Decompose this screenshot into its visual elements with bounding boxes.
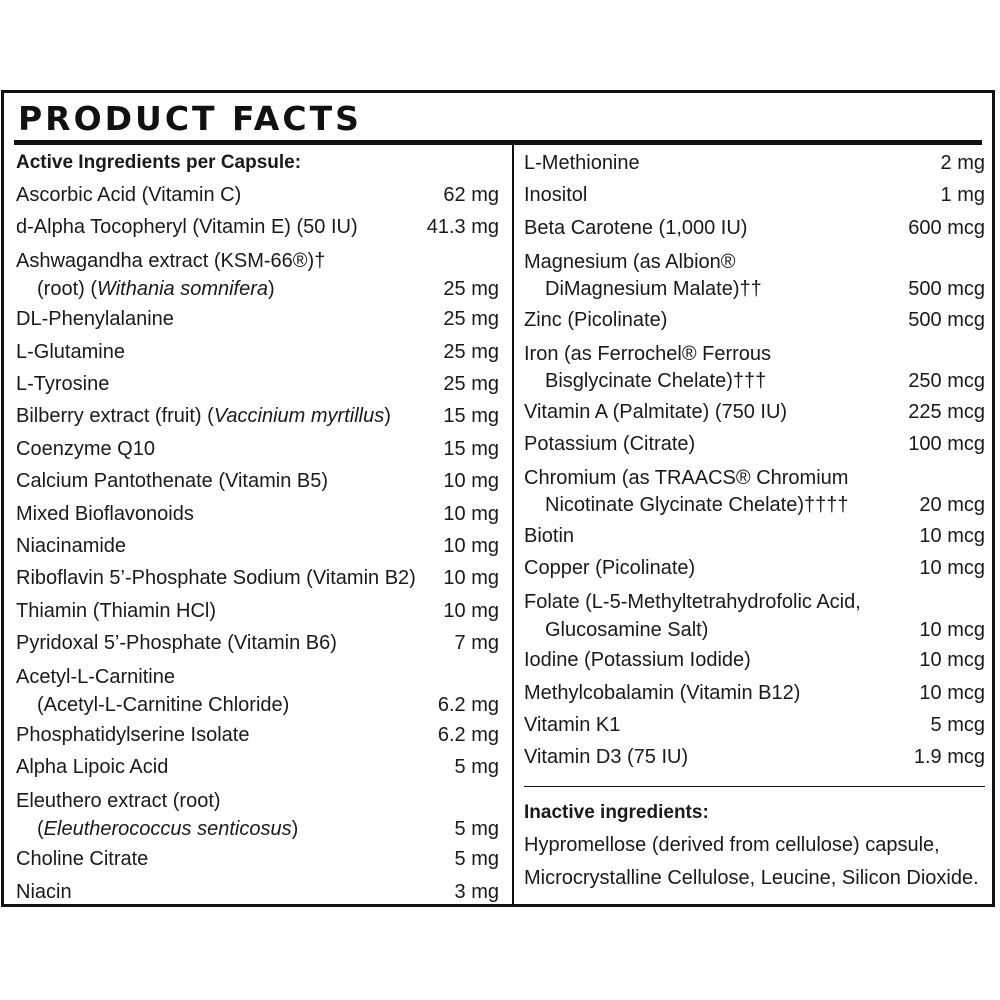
ingredient-name — [524, 589, 861, 644]
ingredient-amount: 2 mg — [940, 151, 985, 174]
ingredient-name: L-Glutamine — [16, 340, 125, 363]
ingredient-row — [16, 465, 499, 497]
ingredient-name: Alpha Lipoic Acid — [16, 756, 169, 779]
ingredient-name-line1: Chromium (as TRAACS® Chromium — [524, 466, 849, 489]
ingredient-name-line1: Magnesium (as Albion® — [524, 250, 736, 273]
ingredient-name-line2: Glucosamine Salt) — [545, 618, 709, 641]
ingredient-amount: 1 mg — [940, 184, 985, 207]
ingredient-amount: 25 mg — [443, 340, 499, 363]
ingredient-name: L-Tyrosine — [16, 373, 110, 396]
ingredient-row — [16, 530, 499, 562]
ingredient-amount: 25 mg — [443, 277, 499, 300]
ingredient-name: Mixed Bioflavonoids — [16, 502, 194, 525]
ingredient-amount: 41.3 mg — [426, 216, 499, 239]
ingredient-name — [524, 341, 771, 396]
title-rule — [14, 140, 982, 145]
name-part: Bilberry extract (fruit) ( — [16, 405, 214, 428]
ingredient-amount: 10 mcg — [919, 649, 985, 672]
ingredient-amount: 6.2 mg — [437, 724, 499, 747]
ingredient-name-line2: Nicotinate Glycinate Chelate)†††† — [545, 494, 849, 517]
ingredient-row — [524, 677, 985, 709]
ingredient-amount: 5 mg — [454, 817, 499, 840]
ingredient-amount: 10 mg — [443, 535, 499, 557]
latin-name: Eleutherococcus senticosus — [43, 817, 292, 840]
ingredient-row — [524, 644, 985, 676]
ingredient-amount: 10 mg — [443, 599, 499, 622]
name-part: ) — [384, 405, 391, 428]
ingredient-name: d-Alpha Tocopheryl (Vitamin E) (50 IU) — [16, 216, 358, 239]
ingredient-name: Coenzyme Q10 — [16, 437, 155, 460]
ingredient-name: Calcium Pantothenate (Vitamin B5) — [16, 470, 329, 493]
ingredient-name: DL-Phenylalanine — [16, 308, 174, 331]
ingredient-name: Riboflavin 5’-Phosphate Sodium (Vitamin B2) — [16, 567, 416, 590]
ingredient-name: Phosphatidylserine Isolate — [16, 724, 250, 747]
ingredient-row — [524, 147, 985, 179]
ingredient-amount: 15 mg — [443, 437, 499, 460]
ingredient-amount: 1.9 mcg — [913, 746, 985, 769]
ingredient-name-line2: (Acetyl-L-Carnitine Chloride) — [37, 693, 290, 716]
ingredient-name-line1: Folate (L-5-Methyltetrahydrofolic Acid, — [524, 591, 861, 614]
ingredient-amount: 5 mcg — [930, 713, 985, 736]
ingredient-amount: 250 mcg — [908, 370, 985, 393]
inactive-section-rule — [524, 786, 985, 788]
ingredient-row — [524, 179, 985, 211]
ingredient-amount: 10 mg — [443, 470, 499, 493]
ingredient-name: Inositol — [524, 184, 588, 207]
ingredient-name-line2 — [16, 818, 298, 840]
ingredient-name: Methylcobalamin (Vitamin B12) — [524, 681, 801, 704]
ingredient-row — [16, 660, 499, 720]
ingredient-row — [524, 428, 985, 460]
ingredient-amount: 6.2 mg — [437, 693, 499, 716]
ingredient-row — [16, 498, 499, 530]
inactive-ingredients-header: Inactive ingredients: — [524, 802, 709, 824]
ingredient-name: Zinc (Picolinate) — [524, 308, 668, 331]
ingredient-row — [524, 244, 985, 304]
ingredient-name: Vitamin A (Palmitate) (750 IU) — [524, 400, 788, 423]
ingredient-row — [16, 179, 499, 211]
ingredient-name-line2: DiMagnesium Malate)†† — [545, 278, 762, 301]
ingredient-amount: 3 mg — [454, 880, 499, 903]
ingredient-amount: 10 mcg — [919, 557, 985, 580]
ingredient-amount: 10 mcg — [919, 524, 985, 547]
ingredient-name-line2: Bisglycinate Chelate)††† — [545, 370, 767, 393]
ingredient-name — [16, 248, 325, 303]
ingredient-amount: 25 mg — [443, 373, 499, 396]
ingredient-row — [16, 843, 499, 875]
ingredient-amount: 5 mg — [454, 848, 499, 871]
ingredient-row — [16, 433, 499, 465]
left-column — [16, 147, 499, 908]
ingredient-row — [524, 520, 985, 552]
ingredient-amount: 10 mcg — [919, 681, 985, 704]
right-column — [524, 147, 985, 894]
ingredient-amount: 7 mg — [454, 632, 499, 655]
ingredient-row — [524, 460, 985, 520]
ingredient-name — [16, 664, 289, 719]
ingredient-row — [524, 212, 985, 244]
ingredient-name: Vitamin D3 (75 IU) — [524, 746, 689, 769]
ingredient-row — [524, 304, 985, 336]
ingredient-row — [16, 719, 499, 751]
ingredient-amount: 225 mcg — [908, 400, 985, 423]
ingredient-amount: 20 mcg — [919, 494, 985, 517]
name-part: ) — [291, 817, 299, 840]
ingredient-row — [524, 585, 985, 645]
ingredient-name: Beta Carotene (1,000 IU) — [524, 216, 748, 239]
ingredient-row — [524, 396, 985, 428]
latin-name: Withania somnifera — [97, 277, 269, 300]
ingredient-name: Copper (Picolinate) — [524, 557, 696, 580]
ingredient-row — [16, 595, 499, 627]
ingredient-amount: 500 mcg — [908, 278, 985, 301]
ingredient-row — [16, 303, 499, 335]
ingredient-row — [524, 709, 985, 741]
ingredient-name — [16, 788, 298, 843]
ingredient-name — [524, 465, 849, 520]
ingredient-amount: 10 mcg — [919, 618, 985, 641]
ingredient-amount: 62 mg — [443, 183, 499, 206]
ingredient-row — [16, 368, 499, 400]
ingredient-name-line1: Iron (as Ferrochel® Ferrous — [524, 342, 772, 365]
ingredient-row — [16, 784, 499, 844]
ingredient-name: Choline Citrate — [16, 848, 149, 871]
ingredient-row — [16, 627, 499, 659]
inactive-ingredients-line: Microcrystalline Cellulose, Leucine, Silicon Dioxide. — [524, 866, 979, 889]
ingredient-amount: 25 mg — [443, 308, 499, 331]
ingredient-row — [16, 562, 499, 594]
ingredient-name: Pyridoxal 5’-Phosphate (Vitamin B6) — [16, 632, 337, 655]
ingredient-row — [16, 336, 499, 368]
ingredient-amount: 15 mg — [443, 405, 499, 428]
ingredient-amount: 10 mg — [443, 567, 499, 590]
ingredient-name — [16, 400, 391, 432]
ingredient-name-line1: Ashwagandha extract (KSM-66®)† — [16, 250, 326, 273]
ingredient-name: Ascorbic Acid (Vitamin C) — [16, 183, 242, 206]
active-ingredients-header: Active Ingredients per Capsule: — [16, 152, 302, 173]
ingredient-amount: 5 mg — [454, 756, 499, 779]
ingredient-amount: 100 mcg — [908, 432, 985, 455]
ingredient-name: Potassium (Citrate) — [524, 432, 696, 455]
ingredient-row — [524, 552, 985, 584]
ingredient-row — [524, 336, 985, 396]
ingredient-row — [16, 751, 499, 783]
ingredient-name: Thiamin (Thiamin HCl) — [16, 599, 217, 622]
ingredient-name: Niacinamide — [16, 535, 127, 557]
ingredient-name: Biotin — [524, 524, 575, 547]
ingredient-row — [524, 741, 985, 773]
ingredient-amount: 10 mg — [443, 502, 499, 525]
panel-title: PRODUCT FACTS — [18, 99, 362, 138]
ingredient-row — [16, 244, 499, 304]
ingredient-amount: 500 mcg — [908, 308, 985, 331]
ingredient-row — [16, 876, 499, 908]
ingredient-name — [524, 249, 762, 304]
ingredient-name-line1: Eleuthero extract (root) — [16, 790, 221, 813]
ingredient-amount: 600 mcg — [908, 216, 985, 239]
ingredient-name: Niacin — [16, 880, 72, 903]
ingredient-row — [16, 400, 499, 432]
ingredient-name-line2 — [16, 278, 275, 300]
product-facts-panel — [1, 90, 995, 907]
ingredient-name: Iodine (Potassium Iodide) — [524, 649, 751, 672]
ingredient-name: L-Methionine — [524, 151, 640, 174]
ingredient-row — [16, 211, 499, 243]
inactive-ingredients-line: Hypromellose (derived from cellulose) capsule, — [524, 834, 940, 857]
ingredient-name: Vitamin K1 — [524, 713, 621, 736]
name-part: (root) ( — [37, 277, 97, 300]
ingredient-name-line1: Acetyl-L-Carnitine — [16, 666, 175, 689]
latin-name: Vaccinium myrtillus — [213, 405, 385, 428]
name-part: ( — [37, 817, 44, 840]
column-divider — [512, 145, 514, 904]
name-part: ) — [268, 277, 275, 300]
